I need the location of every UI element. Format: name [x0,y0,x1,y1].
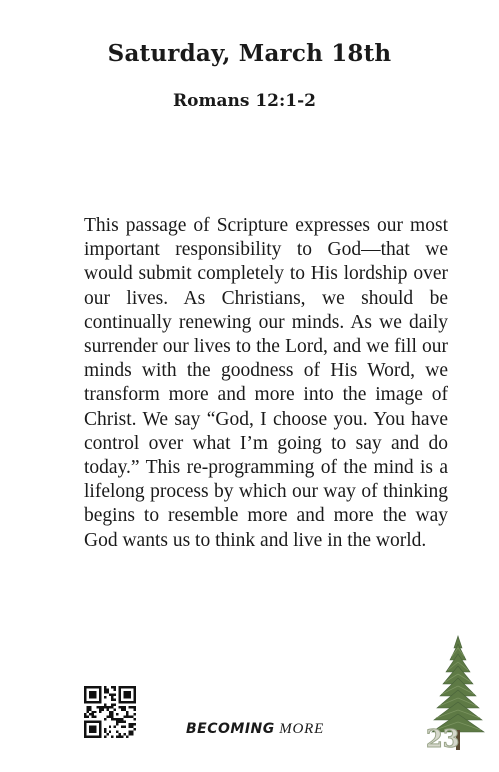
brand-wordmark [186,721,324,738]
devotional-body: This passage of Scripture expresses our most important responsibility to God—that we would submit completely to His lordship over our lives. As Christians, we should be continually renewing our minds. As we daily surrender our lives to the Lord, and we fill our minds with the goodness of His Word, we transform more and more into the image of Christ. We say “God, I choose you. You have control over what I’m going to say and do today.” This re-programming of the mind is a lifelong process by which our way of thinking begins to resemble more and more the way God wants us to think and live in the world. [84,215,448,551]
page-title: Saturday, March 18th [107,40,392,67]
brand-light-text: MORE [279,721,325,737]
brand-strong-text: BECOMING [186,721,275,737]
page-number: 23 [426,724,460,753]
qr-code-icon [84,686,136,738]
scripture-reference: Romans 12:1-2 [173,91,316,111]
